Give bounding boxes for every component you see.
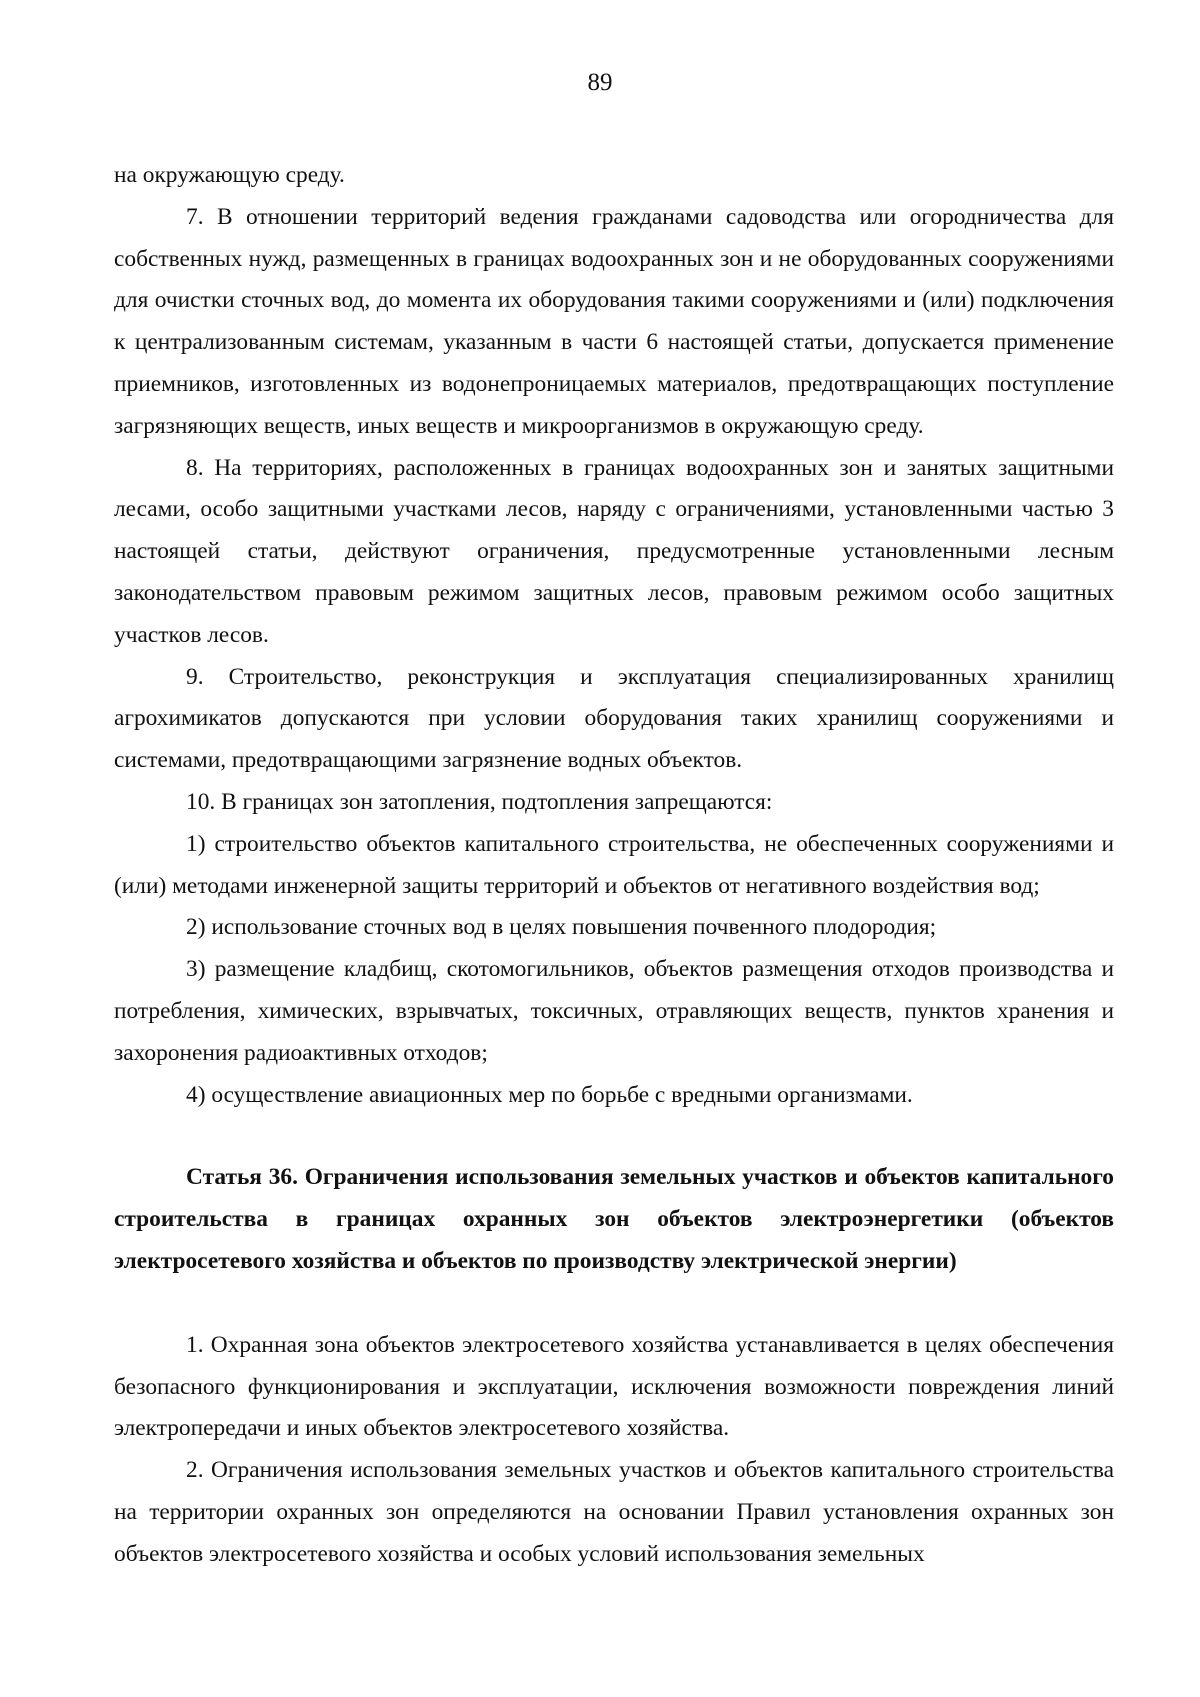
article-36-heading: Статья 36. Ограничения использования земельных участков и объектов капитального строительства в границах охранных зон объектов электроэнергетики (объектов электросетевого хозяйства и объектов по производству электрической энергии) — [114, 1164, 1114, 1274]
article-36-paragraph-1: 1. Охранная зона объектов электросетевого хозяйства устанавливается в целях обеспечения безопасного функционирования и эксплуатации, исключения возможности повреждения линий электропередачи и иных объектов электросетевого хозяйства. — [114, 1331, 1114, 1442]
article-36-paragraph-2: 2. Ограничения использования земельных участков и объектов капитального строительства на территории охранных зон определяются на основании Правил установления охранных зон объектов электросетевого хозяйства и особых условий использования земельных — [114, 1457, 1114, 1567]
paragraphs-bottom — [114, 1325, 1114, 1576]
paragraph-item-8: 8. На территориях, расположенных в границах водоохранных зон и занятых защитными лесами, особо защитными участками лесов, наряду с ограничениями, установленными частью 3 настоящей статьи, действуют ограничения, предусмотренные установленными лесным законодательством правовым режимом защитных лесов, правовым режимом особо защитных участков лесов. — [114, 454, 1114, 648]
paragraph-item-9: 9. Строительство, реконструкция и эксплуатация специализированных хранилищ агрохимикатов допускаются при условии оборудования таких хранилищ сооружениями и системами, предотвращающими загрязнение водных объектов. — [114, 663, 1114, 774]
paragraph-item-10: 10. В границах зон затопления, подтопления запрещаются: — [186, 788, 773, 815]
paragraphs-top — [114, 155, 1114, 1116]
paragraph-continuation: на окружающую среду. — [114, 162, 345, 188]
list-item-10-4: 4) осуществление авиационных мер по борьбе с вредными организмами. — [186, 1081, 913, 1108]
page-number: 89 — [587, 69, 613, 96]
list-item-10-1: 1) строительство объектов капитального строительства, не обеспеченных сооружениями и (или) методами инженерной защиты территорий и объектов от негативного воздействия вод; — [114, 830, 1114, 899]
page-content — [114, 155, 1114, 1576]
list-item-10-3: 3) размещение кладбищ, скотомогильников, объектов размещения отходов производства и потребления, химических, взрывчатых, токсичных, отравляющих веществ, пунктов хранения и захоронения радиоактивных отходов; — [114, 956, 1114, 1066]
list-item-10-2: 2) использование сточных вод в целях повышения почвенного плодородия; — [186, 914, 937, 941]
paragraph-item-7: 7. В отношении территорий ведения гражданами садоводства или огородничества для собственных нужд, размещенных в границах водоохранных зон и не оборудованных сооружениями для очистки сточных вод, до момента их оборудования такими сооружениями и (или) подключения к централизованным системам, указанным в части 6 настоящей статьи, допускается применение приемников, изготовленных из водонепроницаемых материалов, предотвращающих поступление загрязняющих веществ, иных веществ и микроорганизмов в окружающую среду. — [114, 203, 1114, 439]
